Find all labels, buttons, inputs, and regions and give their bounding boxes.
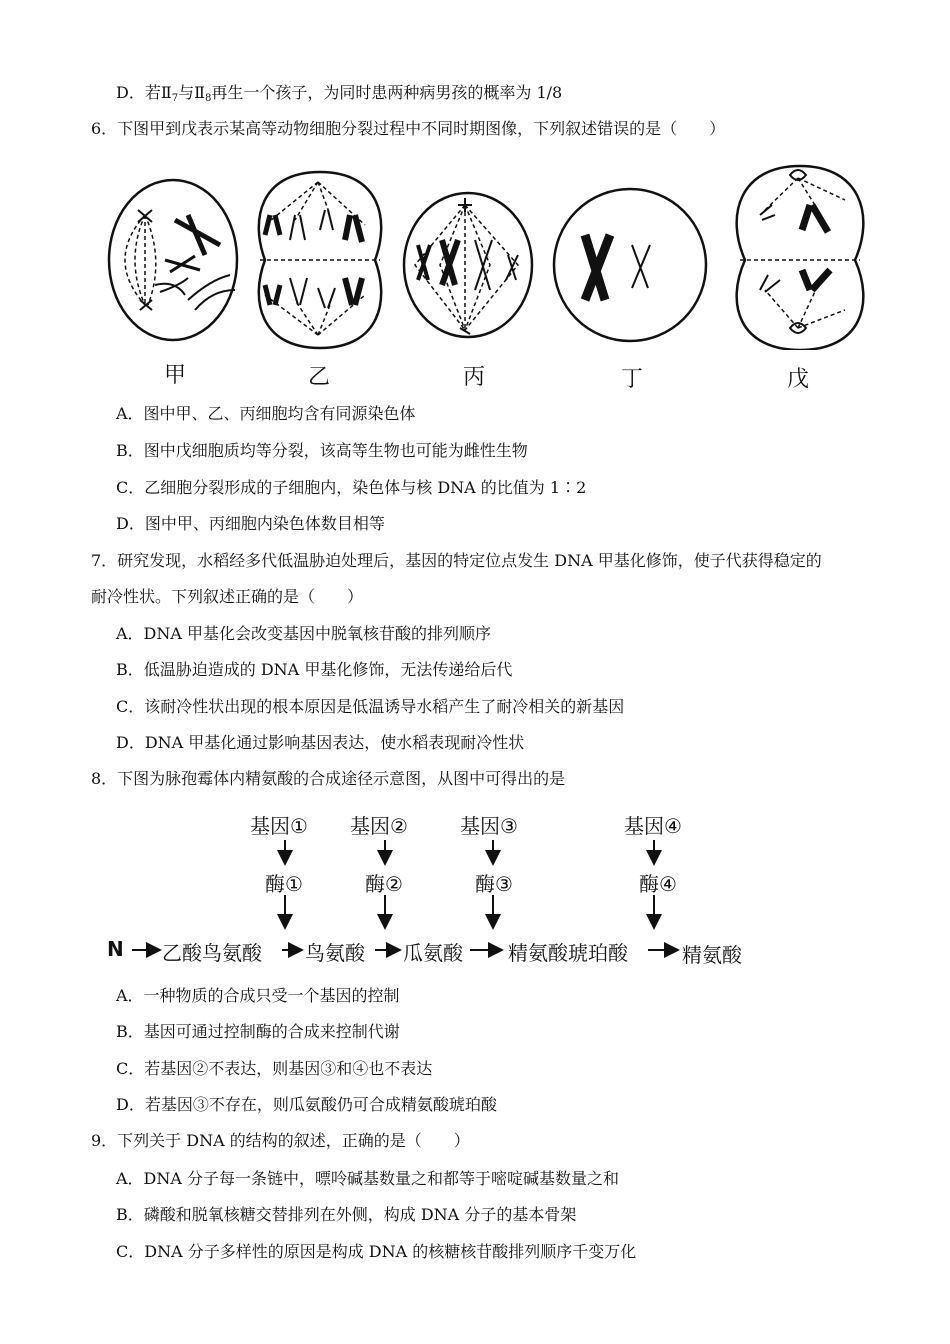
q8-option-b: B．基因可通过控制酶的合成来控制代谢	[116, 1022, 400, 1041]
pathway-citrulline: 瓜氨酸	[403, 941, 463, 965]
caption-wu: 戊	[787, 367, 810, 392]
pathway-n-acetylornithine: 乙酸鸟氨酸	[162, 941, 262, 965]
enzyme-2-label: 酶②	[365, 872, 403, 896]
pathway-ornithine: 鸟氨酸	[305, 941, 365, 965]
q8-option-d: D．若基因③不存在，则瓜氨酸仍可合成精氨酸琥珀酸	[116, 1095, 497, 1114]
q6-option-b: B．图中戊细胞质均等分裂，该高等生物也可能为雌性生物	[116, 441, 528, 460]
q9-option-c: C．DNA 分子多样性的原因是构成 DNA 的核糖核苷酸排列顺序千变万化	[116, 1242, 637, 1261]
q9-option-a: A．DNA 分子每一条链中，嘌呤碱基数量之和都等于嘧啶碱基数量之和	[116, 1169, 620, 1188]
q8-option-c: C．若基因②不表达，则基因③和④也不表达	[116, 1059, 433, 1078]
gene-3-label: 基因③	[460, 814, 518, 838]
caption-jia: 甲	[164, 363, 187, 388]
q7-option-d: D．DNA 甲基化通过影响基因表达，使水稻表现耐冷性状	[116, 733, 525, 752]
gene-1-label: 基因①	[250, 814, 308, 838]
q6-option-a: A．图中甲、乙、丙细胞均含有同源染色体	[116, 404, 416, 423]
q5-option-d: D．若$Ⅱ_7$与$Ⅱ_8$再生一个孩子，为同时患两种病男孩的概率为 1/8	[116, 83, 563, 104]
q9-option-b: B．磷酸和脱氧核糖交替排列在外侧，构成 DNA 分子的基本骨架	[116, 1205, 577, 1224]
caption-yi: 乙	[308, 365, 331, 390]
enzyme-3-label: 酶③	[475, 872, 513, 896]
q6-option-c: C．乙细胞分裂形成的子细胞内，染色体与核 DNA 的比值为 1∶2	[116, 478, 587, 497]
caption-ding: 丁	[621, 367, 644, 392]
gene-2-label: 基因②	[350, 814, 408, 838]
q7-option-b: B．低温胁迫造成的 DNA 甲基化修饰，无法传递给后代	[116, 660, 513, 679]
enzyme-4-label: 酶④	[639, 872, 677, 896]
enzyme-1-label: 酶①	[265, 872, 303, 896]
q8-stem: 8．下图为脉孢霉体内精氨酸的合成途径示意图，从图中可得出的是	[91, 769, 566, 788]
caption-bing: 丙	[463, 365, 486, 390]
gene-4-label: 基因④	[624, 814, 682, 838]
q9-stem: 9．下列关于 DNA 的结构的叙述，正确的是（ ）	[91, 1131, 470, 1150]
q6-option-d: D．图中甲、丙细胞内染色体数目相等	[116, 514, 385, 533]
q6-stem: 6．下图甲到戊表示某高等动物细胞分裂过程中不同时期图像，下列叙述错误的是（ ）	[91, 119, 726, 138]
pathway-arginine: 精氨酸	[682, 943, 742, 967]
q7-option-a: A．DNA 甲基化会改变基因中脱氧核苷酸的排列顺序	[116, 624, 492, 643]
q7-stem-line2: 耐冷性状。下列叙述正确的是（ ）	[91, 587, 364, 606]
q7-stem-line1: 7．研究发现，水稻经多代低温胁迫处理后，基因的特定位点发生 DNA 甲基化修饰，使子代获得稳定的	[91, 551, 822, 570]
pathway-argininosuccinate: 精氨酸琥珀酸	[508, 941, 628, 965]
q7-option-c: C．该耐冷性状出现的根本原因是低温诱导水稻产生了耐冷相关的新基因	[116, 697, 625, 716]
q8-option-a: A．一种物质的合成只受一个基因的控制	[116, 986, 400, 1005]
pathway-n: N	[107, 937, 124, 961]
